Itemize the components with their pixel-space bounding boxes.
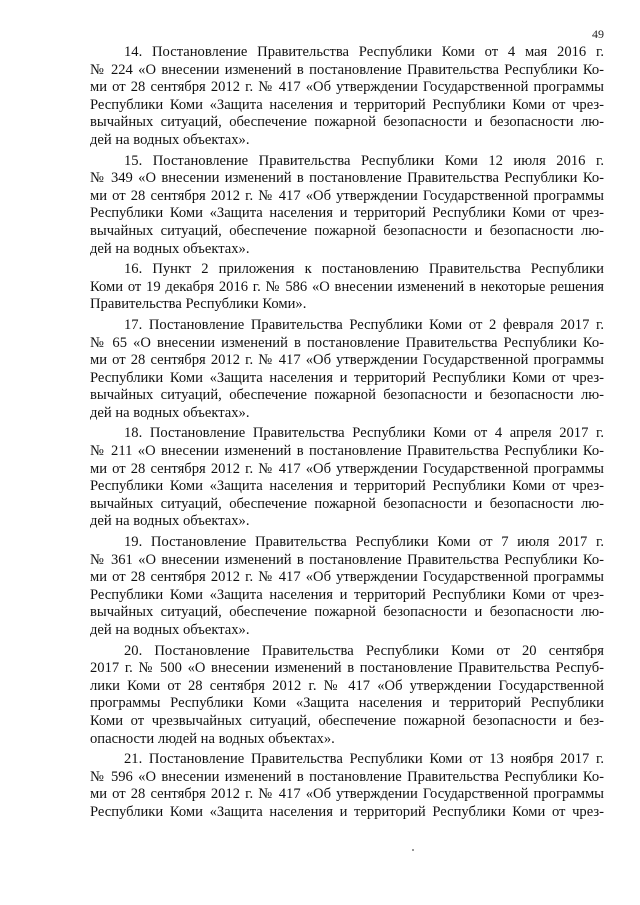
text-line: № 361 «О внесении изменений в постановление Правительства Республики Ко-: [90, 551, 604, 568]
text-line: № 211 «О внесении изменений в постановление Правительства Республики Ко-: [90, 443, 604, 460]
text-line: 14. Постановление Правительства Республики Коми от 4 мая 2016 г.: [124, 44, 604, 60]
list-item: [90, 534, 604, 640]
text-line: 2017 г. № 500 «О внесении изменений в постановление Правительства Респуб-: [90, 660, 604, 677]
text-line: № 65 «О внесении изменений в постановление Правительства Республики Ко-: [90, 334, 604, 351]
text-line: вычайных ситуаций, обеспечение пожарной безопасности и безопасности лю-: [90, 222, 604, 239]
text-line: вычайных ситуаций, обеспечение пожарной безопасности и безопасности лю-: [90, 604, 604, 621]
text-line: Республики Коми «Защита населения и территорий Республики Коми от чрез-: [90, 205, 604, 222]
text-line: вычайных ситуаций, обеспечение пожарной безопасности и безопасности лю-: [90, 114, 604, 131]
text-line: Республики Коми «Защита населения и территорий Республики Коми от чрез-: [90, 96, 604, 113]
list-item: [90, 261, 604, 314]
page-number: 49: [592, 27, 604, 41]
list-item: [90, 643, 604, 749]
text-line: ми от 28 сентября 2012 г. № 417 «Об утверждении Государственной программы: [90, 352, 604, 369]
text-line: 16. Пункт 2 приложения к постановлению Правительства Республики: [124, 261, 604, 278]
text-line: ми от 28 сентября 2012 г. № 417 «Об утверждении Государственной программы: [90, 187, 604, 204]
text-line: 19. Постановление Правительства Республики Коми от 7 июля 2017 г.: [124, 534, 604, 551]
text-line: 17. Постановление Правительства Республики Коми от 2 февраля 2017 г.: [124, 316, 604, 333]
list-item: [90, 153, 604, 259]
document-body: [90, 44, 604, 825]
text-line: дей на водных объектах».: [90, 622, 250, 638]
text-line: дей на водных объектах».: [90, 131, 250, 148]
text-line: дей на водных объектах».: [90, 240, 250, 257]
text-line: 20. Постановление Правительства Республики Коми от 20 сентября: [124, 642, 604, 659]
list-item: [90, 425, 604, 531]
text-line: 18. Постановление Правительства Республики Коми от 4 апреля 2017 г.: [124, 425, 604, 442]
text-line: 15. Постановление Правительства Республики Коми 12 июля 2016 г.: [124, 152, 604, 169]
text-line: Коми от чрезвычайных ситуаций, обеспечение пожарной безопасности и без-: [90, 712, 604, 729]
text-line: опасности людей на водных объектах».: [90, 730, 335, 747]
list-item: [90, 751, 604, 821]
text-line: Республики Коми «Защита населения и территорий Республики Коми от чрез-: [90, 369, 604, 386]
text-line: ми от 28 сентября 2012 г. № 417 «Об утверждении Государственной программы: [90, 460, 604, 477]
text-line: № 224 «О внесении изменений в постановление Правительства Республики Ко-: [90, 61, 604, 78]
text-line: дей на водных объектах».: [90, 404, 250, 421]
text-line: вычайных ситуаций, обеспечение пожарной безопасности и безопасности лю-: [90, 495, 604, 512]
text-line: вычайных ситуаций, обеспечение пожарной безопасности и безопасности лю-: [90, 387, 604, 404]
list-item: [90, 44, 604, 150]
text-line: Республики Коми «Защита населения и территорий Республики Коми от чрез-: [90, 478, 604, 495]
scan-speck: [412, 849, 414, 851]
text-line: дей на водных объектах».: [90, 513, 250, 530]
text-line: Республики Коми «Защита населения и территорий Республики Коми от чрез-: [90, 586, 604, 603]
text-line: 21. Постановление Правительства Республики Коми от 13 ноября 2017 г.: [124, 751, 604, 768]
text-line: № 596 «О внесении изменений в постановление Правительства Республики Ко-: [90, 768, 604, 785]
text-line: № 349 «О внесении изменений в постановление Правительства Республики Ко-: [90, 170, 604, 187]
text-line: ми от 28 сентября 2012 г. № 417 «Об утверждении Государственной программы: [90, 786, 604, 803]
text-line: лики Коми от 28 сентября 2012 г. № 417 «Об утверждении Государственной: [90, 677, 604, 694]
text-line: ми от 28 сентября 2012 г. № 417 «Об утверждении Государственной программы: [90, 79, 604, 96]
text-line: ми от 28 сентября 2012 г. № 417 «Об утверждении Государственной программы: [90, 569, 604, 586]
text-line: Правительства Республики Коми».: [90, 296, 307, 313]
text-line: Коми от 19 декабря 2016 г. № 586 «О внесении изменений в некоторые решения: [90, 278, 604, 295]
list-item: [90, 317, 604, 423]
text-line: программы Республики Коми «Защита населения и территорий Республики: [90, 695, 604, 712]
text-line: Республики Коми «Защита населения и территорий Республики Коми от чрез-: [90, 803, 604, 820]
